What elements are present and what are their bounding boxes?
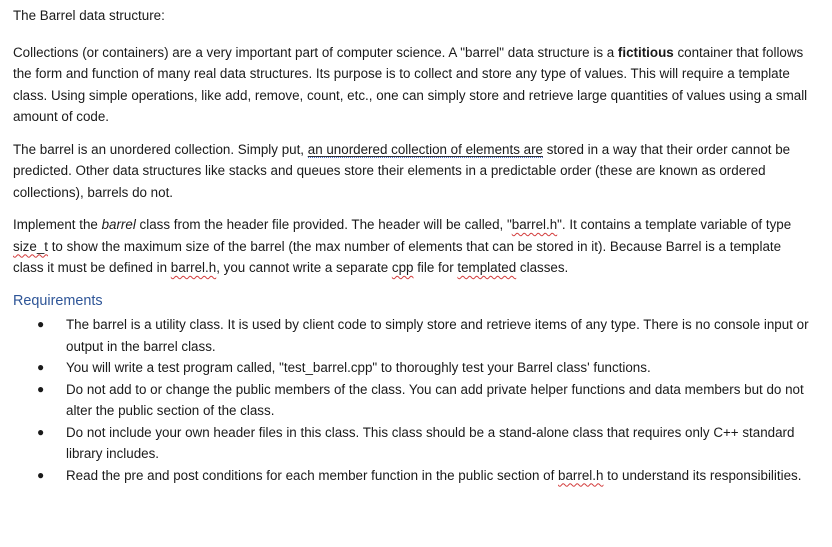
paragraph-unordered-text-1: The barrel is an unordered collection. Simply put, [13, 141, 308, 157]
paragraph-implement-text-4: to show the maximum size of the barrel (the max number of elements that can be stored in it). Because Barrel is a template class it must be defined in [13, 238, 782, 275]
spell-flagged-barrel-h-3: barrel.h [558, 467, 604, 483]
spell-flagged-size-t: size_t [13, 238, 48, 254]
paragraph-intro [13, 42, 813, 128]
bullet-icon: ● [37, 467, 45, 482]
requirements-list [13, 314, 813, 486]
list-item-text: Read the pre and post conditions for each member function in the public section of [66, 467, 559, 483]
paragraph-implement-text-6: file for [413, 260, 458, 275]
list-item [13, 314, 813, 357]
clipped-previous-line [13, 0, 223, 3]
list-item [13, 357, 813, 379]
paragraph-unordered [13, 139, 813, 204]
grammar-flagged-phrase: an unordered collection of elements are [307, 141, 543, 157]
paragraph-implement-italic: barrel [101, 217, 136, 232]
list-item-text: Do not include your own header files in this class. This class should be a stand-alone class that requires only C++ standard library includes. [66, 424, 795, 461]
paragraph-intro-text-1: Collections (or containers) are a very important part of computer science. A "barrel" data structure is a [13, 44, 618, 60]
spell-flagged-templated: templated [457, 260, 517, 275]
bullet-icon: ● [37, 360, 45, 374]
document-title: The Barrel data structure: [13, 8, 165, 23]
list-item-text: Do not add to or change the public members of the class. You can add private helper functions and data members but do not alter the public section of the class. [66, 381, 804, 418]
list-item-text-end: to understand its responsibilities. [603, 467, 802, 483]
paragraph-implement-text-3: ". It contains a template variable of type [557, 217, 792, 232]
list-item-text: The barrel is a utility class. It is used by client code to simply store and retrieve items of any type. There is no console input or output in the barrel class. [66, 317, 809, 354]
spell-flagged-barrel-h: barrel.h [511, 217, 558, 232]
paragraph-implement-text-1: Implement the [13, 217, 102, 232]
paragraph-implement-text-5: , you cannot write a separate [216, 260, 392, 275]
paragraph-implement-text-7: classes. [516, 260, 569, 275]
paragraph-unordered-text-2: stored in a way that their order cannot be predicted. Other data structures like stacks and queues store their elements in a predictable order (these are known as ordered collections), barrels do not. [13, 141, 791, 200]
bullet-icon: ● [37, 317, 45, 331]
paragraph-implement [13, 214, 813, 279]
requirements-heading: Requirements [13, 292, 103, 309]
paragraph-intro-text-2: container that follows the form and function of many real data structures. Its purpose is to collect and store any type of values. This will require a template class. Using simple operations, like add, remove, count, etc., one can simply store and retrieve large quantities of values using a small amount of code. [13, 44, 808, 124]
spell-flagged-cpp: cpp [391, 260, 414, 275]
list-item [13, 379, 813, 422]
bullet-icon: ● [37, 381, 45, 396]
document-page [13, 0, 813, 486]
bullet-icon: ● [37, 424, 45, 439]
list-item [13, 422, 813, 465]
list-item-text: You will write a test program called, "test_barrel.cpp" to thoroughly test your Barrel class' functions. [66, 360, 651, 375]
list-item [13, 465, 813, 487]
paragraph-intro-bold: fictitious [617, 44, 674, 60]
spell-flagged-barrel-h-2: barrel.h [170, 260, 217, 275]
paragraph-implement-text-2: class from the header file provided. The header will be called, " [135, 217, 512, 232]
